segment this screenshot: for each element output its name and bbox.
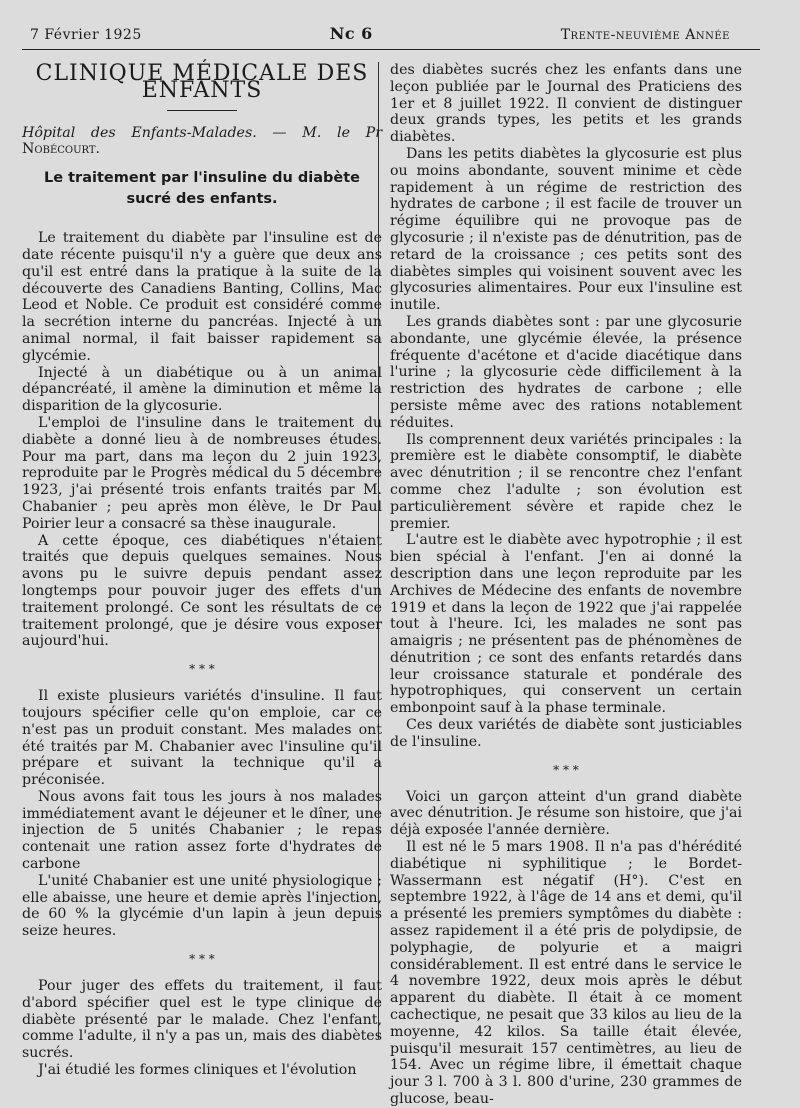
section-title: CLINIQUE MÉDICALE DES ENFANTS [35,61,369,103]
section-separator: * * * [553,762,579,777]
paragraph: J'ai étudié les formes cliniques et l'évolution [38,1062,357,1079]
section-separator: * * * [189,662,215,677]
paragraph: Il existe plusieurs variétés d'insuline. Il faut toujours spécifier celle qu'on emploie, car ce n'est pas un produit constant. Mes malades ont été traités par M. Chabanier avec l'insuline qu'il prépare et suivant la technique qu'il a préconisée. [22,688,382,789]
volume-label: Trente-neuvième Année [560,27,730,43]
left-column [22,62,382,1079]
paragraph: Il est né le 5 mars 1908. Il n'a pas d'hérédité diabétique ni syphilitique ; le Bordet-Wassermann est négatif (H°). C'est en septembre 1922, à l'âge de 14 ans et demi, qu'il a présenté les premiers symptômes du diabète : assez rapidement il a été pris de polydipsie, de polyphagie, de polyurie et a maigri considérablement. Il est entré dans le service le 4 novembre 1922, deux mois après le début apparent du diabète. Il était à ce moment cachectique, ne pesait que 33 kilos au lieu de la moyenne, 42 kilos. Sa taille était élevée, puisqu'il mesurait 157 centimètres, au lieu de 154. Avec un régime libre, il émettait chaque jour 3 l. 700 à 3 l. 800 d'urine, 230 grammes de glucose, beau- [390,839,742,1108]
hospital-text: Hôpital des Enfants-Malades. — M. le Pr [22,124,382,141]
paragraph: L'unité Chabanier est une unité physiologique ; elle abaisse, une heure et demie après l'injection, de 60 % la glycémie d'un lapin à jeun depuis seize heures. [22,872,382,940]
paragraph: Ils comprennent deux variétés principales : la première est le diabète consomptif, le diabète avec dénutrition ; il se rencontre chez l'enfant comme chez l'adulte ; son évolution est particulièrement sévère et rapide chez le premier. [390,431,742,532]
hospital-line [22,125,382,159]
header-rule [22,49,760,50]
right-column [390,62,742,1108]
title-rule [167,110,237,111]
paragraph: Voici un garçon atteint d'un grand diabète avec dénutrition. Je résume son histoire, que j'ai déjà exposée l'année dernière. [390,788,742,839]
paragraph: Les grands diabètes sont : par une glycosurie abondante, une glycémie élevée, la présence fréquente d'acétone et d'acide diacétique dans l'urine ; la glycosurie cède difficilement à la restriction des hydrates de carbone ; elle persiste même avec des rations notablement réduites. [390,313,742,431]
paragraph: A cette époque, ces diabétiques n'étaient traités que depuis quelques semaines. Nous avons pu le suivre depuis pendant assez longtemps pour pouvoir juger des effets d'un traitement prolongé. Ce sont les résultats de ce traitement prolongé, que je désire vous exposer aujourd'hui. [22,532,382,650]
page-header [30,24,730,43]
paragraph: Ces deux variétés de diabète sont justiciables de l'insuline. [390,717,742,750]
paragraph: Dans les petits diabètes la glycosurie est plus ou moins abondante, souvent minime et cède rapidement à un régime de restriction des hydrates de carbone ; il est facile de trouver un régime équilibre qui ne provoque pas de glycosurie ; il n'existe pas de dénutrition, pas de retard de la croissance ; ces petits sont des diabètes simples qui voisinent souvent avec les glycosuries alimentaires. Pour eux l'insuline est inutile. [390,145,742,314]
paragraph: Nous avons fait tous les jours à nos malades immédiatement avant le déjeuner et le dîner, une injection de 5 unités Chabanier ; le repas contenait une ration assez forte d'hydrates de carbone [22,788,382,873]
article-title: Le traitement par l'insuline du diabète sucré des enfants. [44,170,360,208]
paragraph: des diabètes sucrés chez les enfants dans une leçon publiée par le Journal des Praticiens des 1er et 8 juillet 1922. Il convient de distinguer deux grands types, les petits et les grands diabètes. [390,62,742,146]
section-separator: * * * [189,952,215,967]
paragraph: Injecté à un diabétique ou à un animal dépancréaté, il amène la diminution et même la disparition de la glycosurie. [22,364,382,415]
paragraph: L'emploi de l'insuline dans le traitement du diabète a donné lieu à de nombreuses études. Pour ma part, dans ma leçon du 2 juin 1923, reproduite par le Progrès médical du 5 décembre 1923, j'ai présenté trois enfants traités par M. Chabanier ; peu après mon élève, le Dr Paul Poirier leur a consacré sa thèse inaugurale. [22,414,382,532]
issue-date: 7 Février 1925 [30,27,142,43]
issue-number: Nc 6 [329,24,373,43]
author-name: Nobécourt. [22,141,101,158]
paragraph: L'autre est le diabète avec hypotrophie ; il est bien spécial à l'enfant. J'en ai donné la description dans une leçon reproduite par les Archives de Médecine des enfants de novembre 1919 et dans la leçon de 1922 que j'ai rappelée tout à l'heure. Ici, les malades ne sont pas amaigris ; ne présentent pas de phénomènes de dénutrition ; ce sont des enfants retardés dans leur croissance staturale et pondérale des hypotrophiques, qui conservent un certain embonpoint sauf à la phase terminale. [390,532,742,717]
paragraph: Pour juger des effets du traitement, il faut d'abord spécifier quel est le type clinique de diabète présenté par le malade. Chez l'enfant, comme l'adulte, il n'y a pas un, mais des diabètes sucrés. [22,978,382,1062]
paragraph: Le traitement du diabète par l'insuline est de date récente puisqu'il n'y a guère que deux ans qu'il est entré dans la pratique à la suite de la découverte des Canadiens Banting, Collins, Mac Leod et Noble. Ce produit est considéré comme la secrétion interne du pancréas. Injecté à un animal normal, il fait baisser rapidement sa glycémie. [22,230,382,364]
